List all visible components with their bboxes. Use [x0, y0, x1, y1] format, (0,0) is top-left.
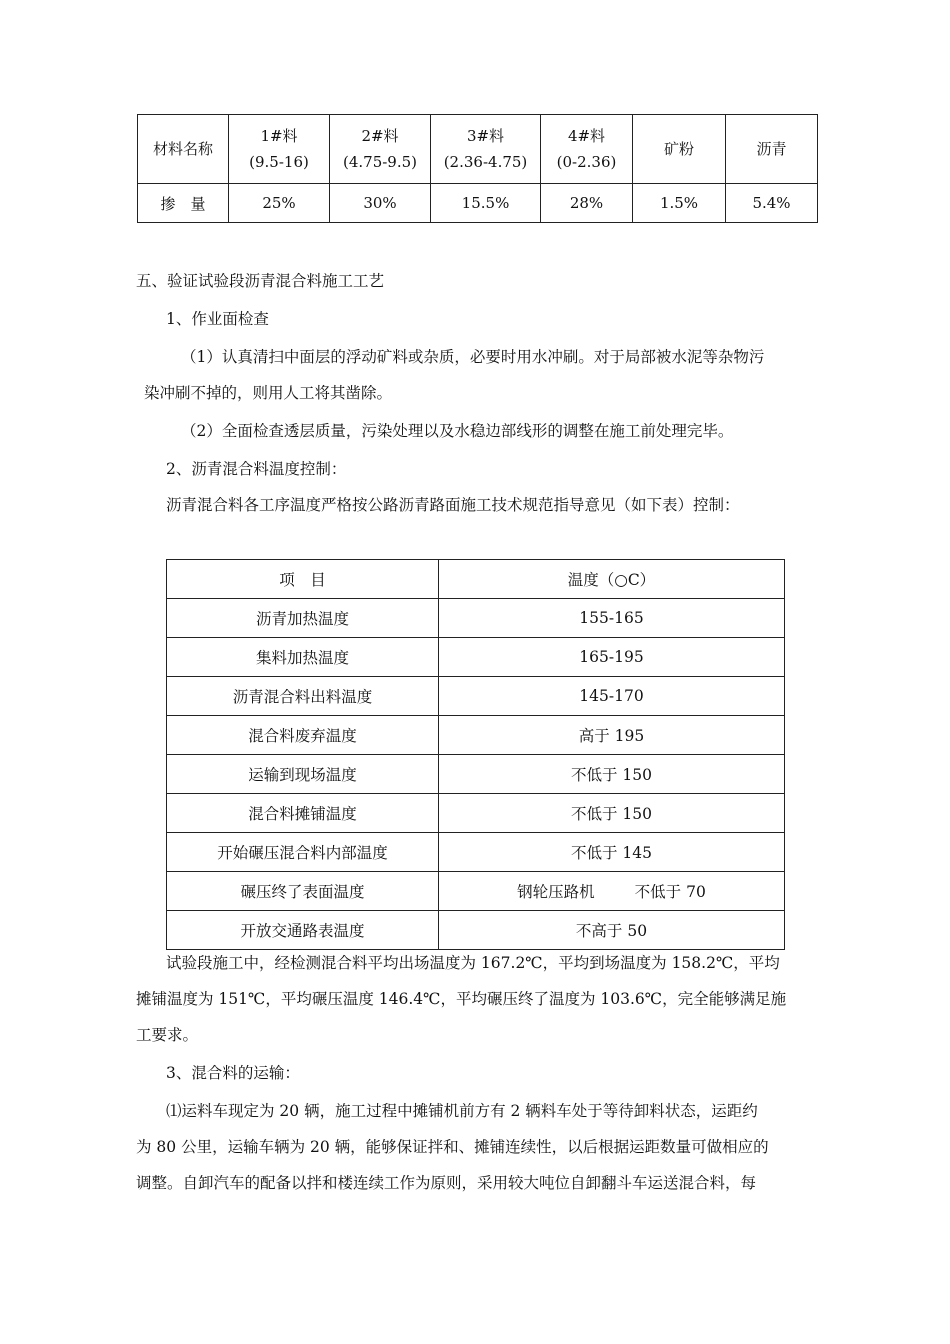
temp-value-cell: 不低于 145 [439, 833, 785, 872]
paragraph-line: 工要求。 [136, 1026, 199, 1044]
table-row [167, 833, 785, 872]
mix-header-cell: 矿粉 [633, 115, 726, 184]
temp-item-cell: 混合料废弃温度 [167, 716, 439, 755]
subsection-title: 3、混合料的运输： [166, 1064, 300, 1082]
table-row [167, 638, 785, 677]
temp-item-cell: 集料加热温度 [167, 638, 439, 677]
paragraph-line: （1）认真清扫中面层的浮动矿料或杂质，必要时用水冲刷。对于局部被水泥等杂物污 [181, 348, 765, 366]
mix-value-cell: 28% [541, 184, 633, 223]
table-row [167, 716, 785, 755]
temp-value-cell: 高于 195 [439, 716, 785, 755]
table-row [167, 911, 785, 950]
temp-item-cell: 沥青混合料出料温度 [167, 677, 439, 716]
mix-value-cell: 30% [330, 184, 431, 223]
mix-row-label: 掺 量 [138, 184, 229, 223]
subsection-title: 1、作业面检查 [166, 310, 269, 328]
paragraph-line: 摊铺温度为 151℃，平均碾压温度 146.4℃，平均碾压终了温度为 103.6℃，完全能够满足施 [136, 990, 787, 1008]
temp-item-cell: 碾压终了表面温度 [167, 872, 439, 911]
mix-header-row [138, 115, 818, 184]
table-row [167, 794, 785, 833]
mix-proportion-table [137, 114, 818, 223]
temp-value-cell: 不低于 150 [439, 794, 785, 833]
table-row [167, 872, 785, 911]
paragraph-line: （2）全面检查透层质量，污染处理以及水稳边部线形的调整在施工前处理完毕。 [181, 422, 734, 440]
mix-header-cell: 材料名称 [138, 115, 229, 184]
paragraph-line: 试验段施工中，经检测混合料平均出场温度为 167.2℃，平均到场温度为 158.2℃，平均 [166, 954, 780, 972]
roller-temp: 不低于 70 [634, 883, 706, 901]
temp-value-cell [439, 872, 785, 911]
paragraph-line: 染冲刷不掉的，则用人工将其凿除。 [144, 384, 393, 402]
table-row [167, 677, 785, 716]
table-row [167, 755, 785, 794]
paragraph-line: 为 80 公里，运输车辆为 20 辆，能够保证拌和、摊铺连续性，以后根据运距数量可做相应的 [136, 1138, 769, 1156]
temp-item-cell: 运输到现场温度 [167, 755, 439, 794]
table-row [167, 599, 785, 638]
mix-value-cell: 25% [229, 184, 330, 223]
temp-item-cell: 沥青加热温度 [167, 599, 439, 638]
paragraph-line: 调整。自卸汽车的配备以拌和楼连续工作为原则，采用较大吨位自卸翻斗车运送混合料，每 [136, 1174, 757, 1192]
temp-value-cell: 145-170 [439, 677, 785, 716]
temp-value-cell: 165-195 [439, 638, 785, 677]
temp-value-cell: 155-165 [439, 599, 785, 638]
mix-header-cell: 4#料 (0-2.36) [541, 115, 633, 184]
mix-header-cell: 1#料 (9.5-16) [229, 115, 330, 184]
temp-header-temp: 温度（○C） [439, 560, 785, 599]
mix-value-row [138, 184, 818, 223]
temp-header-item: 项 目 [167, 560, 439, 599]
roller-type: 钢轮压路机 [517, 883, 595, 901]
mix-header-cell: 沥青 [726, 115, 818, 184]
temp-value-cell: 不低于 150 [439, 755, 785, 794]
mix-header-cell: 2#料 (4.75-9.5) [330, 115, 431, 184]
paragraph-line: ⑴运料车现定为 20 辆，施工过程中摊铺机前方有 2 辆料车处于等待卸料状态，运距约 [166, 1102, 758, 1120]
mix-header-cell: 3#料 (2.36-4.75) [431, 115, 541, 184]
subsection-title: 2、沥青混合料温度控制： [166, 460, 347, 478]
mix-value-cell: 15.5% [431, 184, 541, 223]
temp-header-row [167, 560, 785, 599]
temp-item-cell: 开始碾压混合料内部温度 [167, 833, 439, 872]
temp-item-cell: 开放交通路表温度 [167, 911, 439, 950]
mix-value-cell: 1.5% [633, 184, 726, 223]
temp-item-cell: 混合料摊铺温度 [167, 794, 439, 833]
temp-value-cell: 不高于 50 [439, 911, 785, 950]
mix-value-cell: 5.4% [726, 184, 818, 223]
paragraph-line: 沥青混合料各工序温度严格按公路沥青路面施工技术规范指导意见（如下表）控制： [166, 496, 740, 514]
section-title: 五、验证试验段沥青混合料施工工艺 [136, 272, 385, 290]
temperature-table [166, 559, 785, 950]
